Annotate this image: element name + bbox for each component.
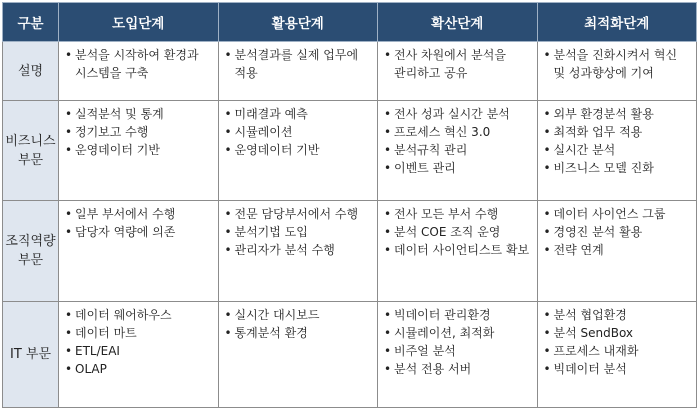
row-label [3,101,59,201]
list-item [384,205,533,223]
list-item [65,141,214,159]
bullet-icon: • [384,48,392,62]
list-item [544,141,693,159]
row-label-line: 부문 [17,253,44,269]
bullet-icon: • [384,161,392,176]
row-label-line: 부문 [17,152,44,168]
bullet-list [544,205,693,259]
stage-cell [59,42,219,101]
list-item [65,205,214,223]
list-item-text: 분석을 시작하여 환경과 시스템을 구축 [75,48,199,80]
list-item [225,141,374,159]
list-item [225,241,374,259]
list-item [544,46,693,82]
list-item [544,324,693,342]
header-row [3,3,697,42]
list-item [384,223,533,241]
header-optimization-stage: 최적화단계 [537,3,697,42]
stage-cell [59,201,219,301]
list-item-text: OLAP [75,361,107,376]
row-label-line: IT 부문 [9,346,52,362]
list-item [384,123,533,141]
list-item [384,105,533,123]
bullet-icon: • [65,361,73,376]
list-item-text: 실적분석 및 통계 [75,107,164,122]
list-item-text: 이벤트 관리 [394,161,456,176]
row-label [3,201,59,301]
bullet-list [225,205,374,259]
bullet-list [65,105,214,159]
list-item-text: 분석규칙 관리 [394,143,468,158]
stage-cell [218,42,378,101]
bullet-list [384,46,533,82]
bullet-icon: • [384,325,392,340]
bullet-list [225,105,374,159]
list-item [544,105,693,123]
bullet-list [225,46,374,82]
list-item [544,159,693,177]
bullet-list [384,306,533,378]
bullet-icon: • [384,243,392,258]
list-item-text: 데이터 웨어하우스 [75,307,172,322]
bullet-icon: • [543,48,551,62]
analysis-maturity-table-container [2,2,697,412]
row-label [3,42,59,101]
list-item-text: 분석 전용 서버 [394,361,472,376]
bullet-list [384,205,533,259]
bullet-list [65,46,214,82]
bullet-list [544,306,693,378]
stage-cell [537,301,697,407]
row-label-line: 설명 [17,63,44,79]
list-item [544,342,693,360]
stage-cell [59,101,219,201]
bullet-icon: • [224,225,232,240]
list-item-text: 전사 차원에서 분석을 관리하고 공유 [394,48,506,80]
stage-cell [537,101,697,201]
bullet-icon: • [543,143,551,158]
list-item-text: 실시간 대시보드 [234,307,320,322]
bullet-icon: • [543,107,551,122]
bullet-icon: • [224,325,232,340]
row-description [3,42,697,101]
list-item [384,159,533,177]
stage-cell [378,42,538,101]
list-item [384,241,533,259]
list-item [65,306,214,324]
bullet-icon: • [384,343,392,358]
bullet-icon: • [543,307,551,322]
list-item [384,360,533,378]
row-label [3,301,59,407]
bullet-icon: • [224,307,232,322]
bullet-list [544,46,693,82]
header-utilization-stage: 활용단계 [218,3,378,42]
list-item [544,205,693,223]
list-item [65,324,214,342]
list-item [225,46,374,82]
bullet-icon: • [543,225,551,240]
list-item-text: 분석 협업환경 [553,307,627,322]
list-item-text: 분석 COE 조직 운영 [394,225,501,240]
bullet-icon: • [65,107,73,122]
list-item-text: 미래결과 예측 [234,107,308,122]
list-item-text: 빅데이터 관리환경 [394,307,491,322]
list-item [65,46,214,82]
stage-cell [218,201,378,301]
bullet-icon: • [384,125,392,140]
list-item-text: 실시간 분석 [553,143,616,158]
row-it [3,301,697,407]
bullet-icon: • [543,343,551,358]
bullet-icon: • [224,207,232,222]
list-item-text: 비즈니스 모델 진화 [553,161,654,176]
bullet-icon: • [65,207,73,222]
list-item [65,105,214,123]
list-item-text: 최적화 업무 적용 [553,125,643,140]
list-item [384,306,533,324]
bullet-icon: • [543,361,551,376]
stage-cell [218,301,378,407]
stage-cell [59,301,219,407]
list-item [225,306,374,324]
list-item-text: 분석 SendBox [553,325,634,340]
list-item-text: ETL/EAI [75,343,120,358]
list-item [384,141,533,159]
list-item [544,123,693,141]
bullet-list [384,105,533,177]
list-item-text: 프로세스 혁신 3.0 [394,125,491,140]
header-diffusion-stage: 확산단계 [378,3,538,42]
analysis-maturity-table [2,2,697,408]
bullet-icon: • [224,48,232,62]
list-item [225,205,374,223]
row-label-line: 조직역량 [5,234,56,250]
bullet-icon: • [384,207,392,222]
list-item [65,360,214,378]
list-item-text: 데이터 사이언티스트 확보 [394,243,530,258]
bullet-icon: • [384,361,392,376]
list-item [384,324,533,342]
bullet-icon: • [65,143,73,158]
bullet-icon: • [224,125,232,140]
list-item-text: 분석결과를 실제 업무에 적용 [234,48,359,80]
list-item-text: 정기보고 수행 [75,125,149,140]
bullet-icon: • [543,207,551,222]
bullet-icon: • [224,143,232,158]
list-item-text: 전략 연계 [553,243,604,258]
list-item-text: 빅데이터 분석 [553,361,627,376]
bullet-icon: • [224,107,232,122]
bullet-icon: • [384,107,392,122]
list-item [225,223,374,241]
list-item-text: 시뮬레이션 [234,125,293,140]
list-item [65,223,214,241]
bullet-icon: • [65,307,73,322]
list-item-text: 경영진 분석 활용 [553,225,643,240]
bullet-icon: • [543,125,551,140]
list-item [544,360,693,378]
row-organization [3,201,697,301]
bullet-icon: • [65,225,73,240]
bullet-icon: • [384,225,392,240]
list-item-text: 분석기법 도입 [234,225,308,240]
list-item [544,223,693,241]
list-item-text: 전문 담당부서에서 수행 [234,207,359,222]
list-item [225,123,374,141]
list-item-text: 프로세스 내재화 [553,343,639,358]
bullet-icon: • [65,48,73,62]
stage-cell [218,101,378,201]
list-item-text: 전사 모든 부서 수행 [394,207,499,222]
list-item-text: 외부 환경분석 활용 [553,107,654,122]
list-item [225,105,374,123]
list-item [544,241,693,259]
bullet-list [65,306,214,378]
list-item-text: 데이터 사이언스 그룹 [553,207,666,222]
list-item-text: 관리자가 분석 수행 [234,243,335,258]
list-item-text: 담당자 역량에 의존 [75,225,176,240]
row-business [3,101,697,201]
stage-cell [378,201,538,301]
bullet-icon: • [543,243,551,258]
bullet-icon: • [224,243,232,258]
list-item-text: 시뮬레이션, 최적화 [394,325,495,340]
bullet-icon: • [65,343,73,358]
header-category: 구분 [3,3,59,42]
stage-cell [378,301,538,407]
list-item [384,342,533,360]
list-item-text: 통계분석 환경 [234,325,308,340]
bullet-list [225,306,374,342]
bullet-icon: • [543,325,551,340]
list-item-text: 비주얼 분석 [394,343,456,358]
list-item [65,342,214,360]
list-item [544,306,693,324]
header-introduction-stage: 도입단계 [59,3,219,42]
list-item-text: 데이터 마트 [75,325,137,340]
bullet-icon: • [65,125,73,140]
stage-cell [378,101,538,201]
list-item [225,324,374,342]
bullet-icon: • [543,161,551,176]
stage-cell [537,42,697,101]
list-item [65,123,214,141]
stage-cell [537,201,697,301]
bullet-list [65,205,214,241]
row-label-line: 비즈니스 [5,133,56,149]
bullet-icon: • [65,325,73,340]
list-item [384,46,533,82]
bullet-list [544,105,693,177]
list-item-text: 전사 성과 실시간 분석 [394,107,510,122]
bullet-icon: • [384,143,392,158]
table-body [3,42,697,408]
list-item-text: 운영데이터 기반 [234,143,320,158]
bullet-icon: • [384,307,392,322]
list-item-text: 운영데이터 기반 [75,143,160,158]
list-item-text: 일부 부서에서 수행 [75,207,176,222]
list-item-text: 분석을 진화시켜서 혁신 및 성과향상에 기여 [553,48,678,80]
